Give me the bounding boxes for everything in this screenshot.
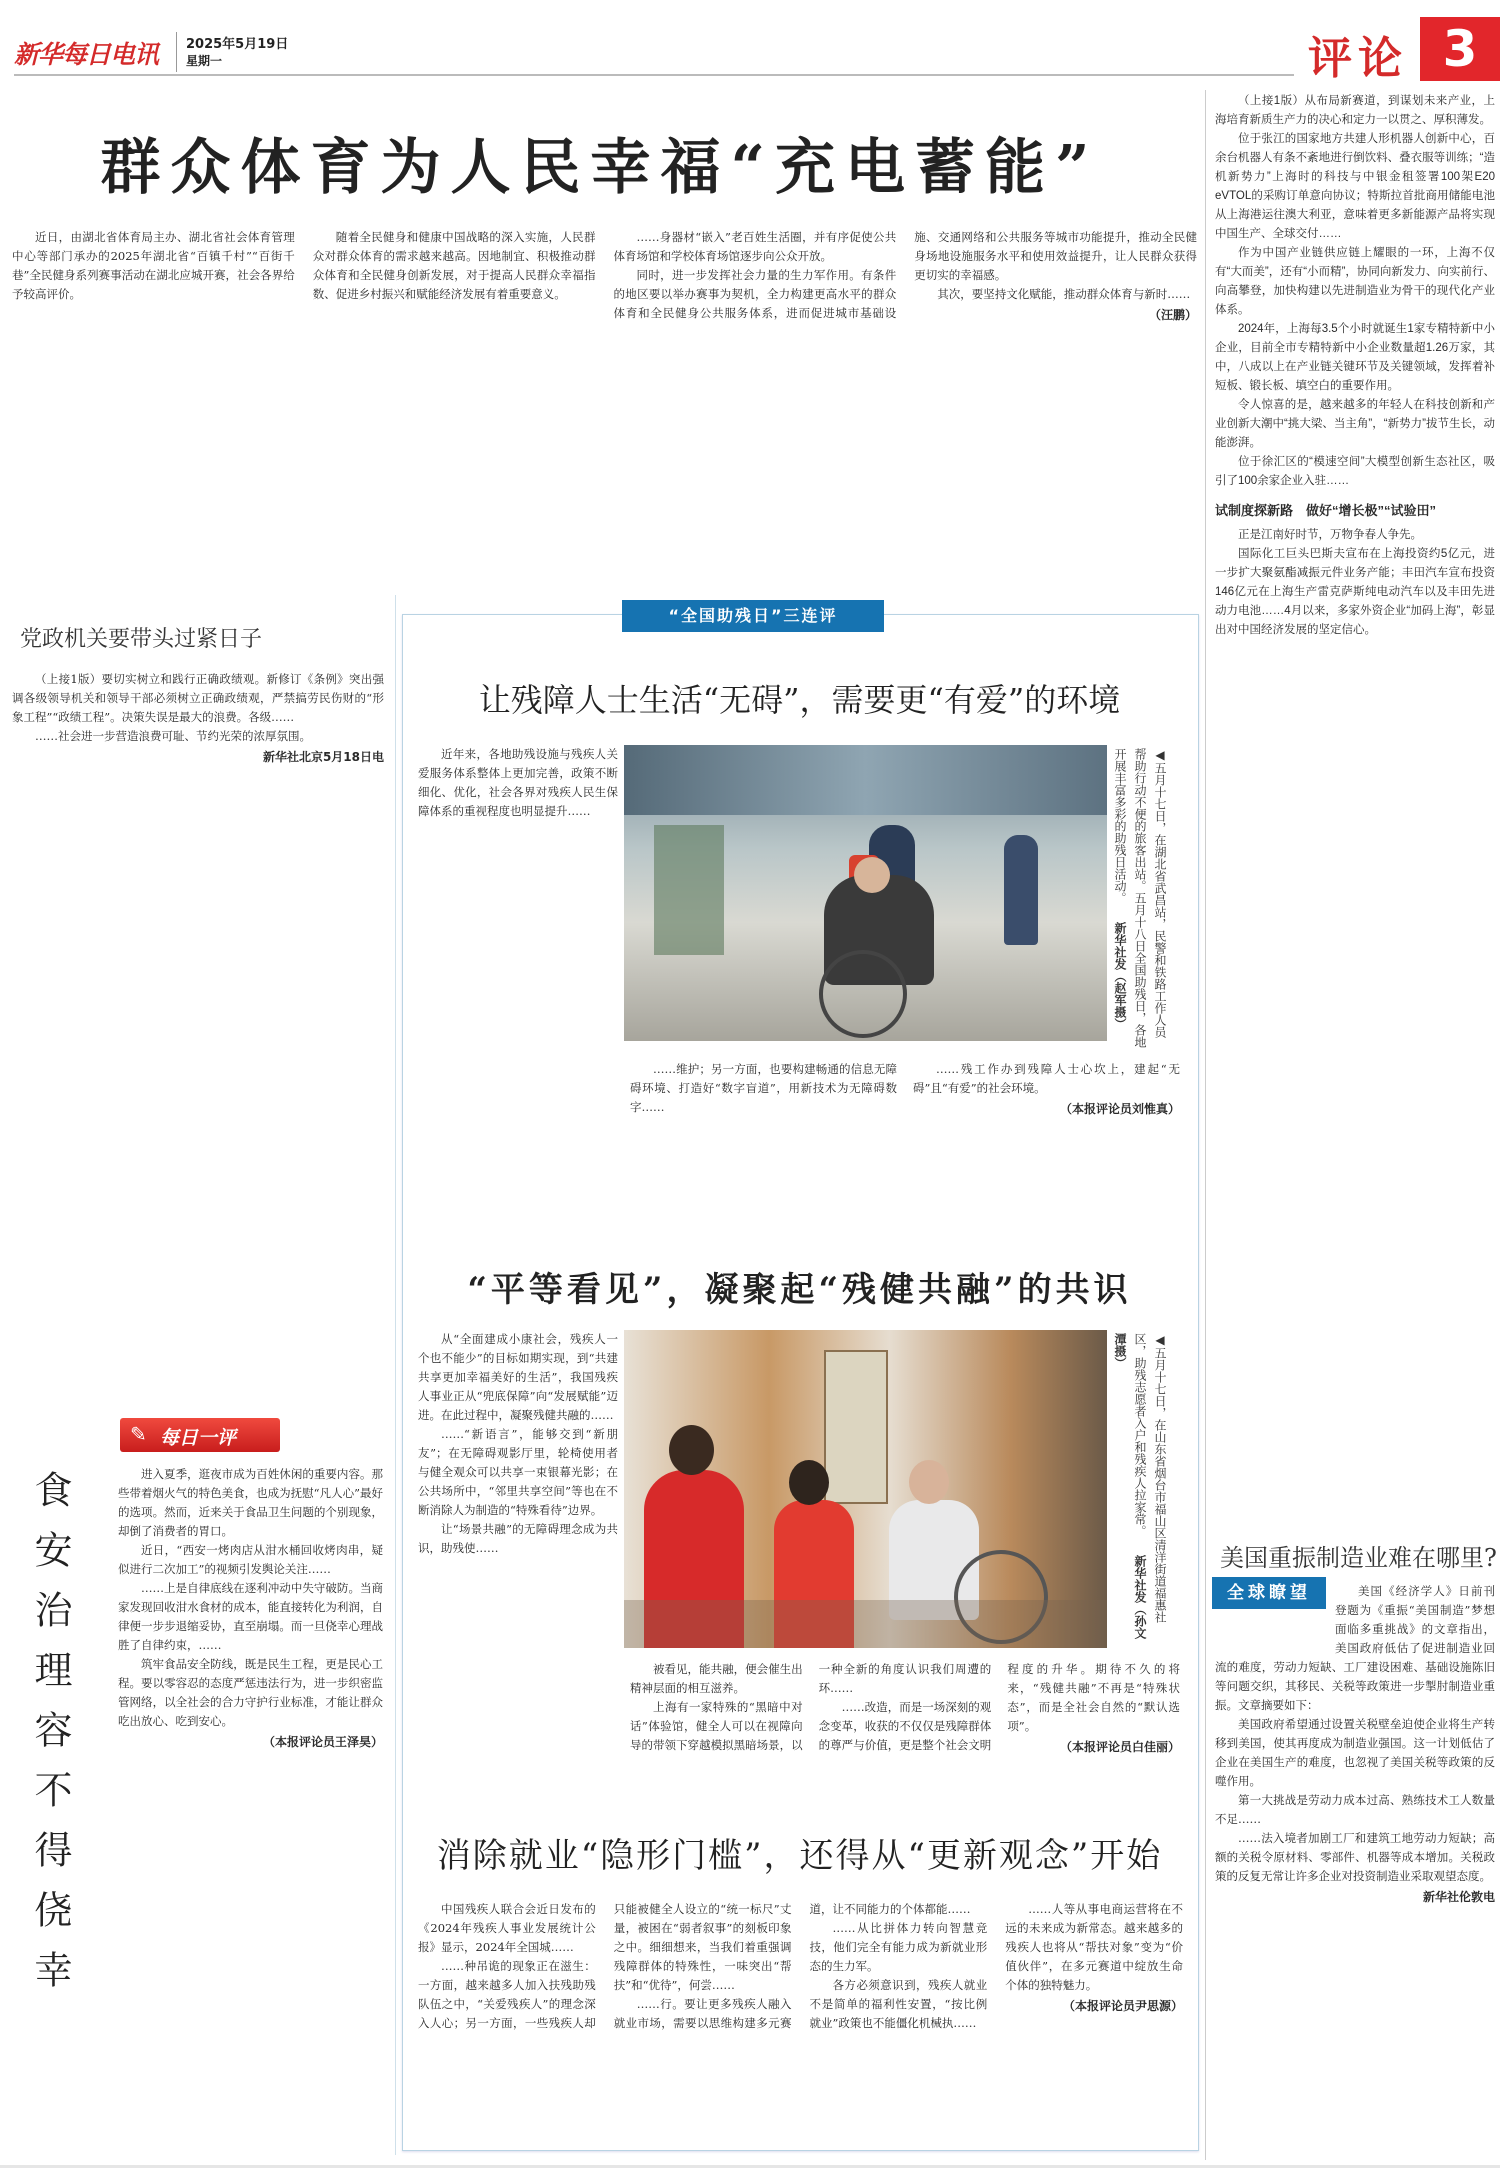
series-article-1-signature: （本报评论员刘惟真）: [1059, 1102, 1180, 1116]
daily-comment-title: 食安治理容不得侥幸: [28, 1470, 72, 2010]
photo-1-caption: [1110, 748, 1170, 1048]
paragraph: 同时，进一步发挥社会力量的生力军作用。有条件的地区要以举办赛事为契机，全力构建更高水平的群众体育和全民健身公共服务体系，进而促进城市基础设施、交通网络和公共服务等城市功能提升，推动全民健身场地设施服务水平和使用效益提升，让人民群众获得更切实的幸福感。: [613, 230, 1197, 320]
paragraph: 第一大挑战是劳动力成本过高、熟练技术工人数量不足……: [1215, 1793, 1495, 1826]
issue-weekday: 星期一: [186, 54, 223, 68]
right-column-divider: [1205, 90, 1206, 2160]
paragraph: 作为中国产业链供应链上耀眼的一环，上海不仅有“大而美”，还有“小而精”，协同向新发力、向实前行、向高攀登，加快构建以先进制造业为骨干的现代化产业体系。: [1215, 247, 1495, 316]
series-tag: “全国助残日”三连评: [622, 600, 884, 632]
paragraph: 被看见，能共融，便会催生出精神层面的相互滋养。: [630, 1662, 803, 1695]
paragraph: 筑牢食品安全防线，既是民生工程，更是民心工程。要以零容忍的态度严惩违法行为，进一步织密监管网络，以全社会的合力守护行业标准，才能让群众吃出放心、吃到安心。: [118, 1657, 383, 1728]
paragraph: 美国《经济学人》日前刊登题为《重振“美国制造”梦想面临多重挑战》的文章指出，美国政府低估了促进制造业回流的难度，劳动力短缺、工厂建设困难、基础设施陈旧等问题交织，其移民、关税等政策进一步掣肘制造业重振。文章摘要如下：: [1215, 1584, 1495, 1712]
paragraph: 上海有一家特殊的“黑暗中对话”体验馆，健全人可以在视障向导的带领下穿越模拟黑暗场景，以一种全新的角度认识我们周遭的环……: [630, 1662, 992, 1752]
paragraph: ……改造，而是一场深刻的观念变革，收获的不仅仅是残障群体的尊严与价值，更是整个社会文明程度的升华。期待不久的将来，“残健共融”不再是“特殊状态”，而是全社会自然的“默认选项”。: [818, 1662, 1180, 1752]
paragraph: 从“全面建成小康社会，残疾人一个也不能少”的目标如期实现，到“共建共享更加幸福美好的生活”，我国残疾人事业正从“兜底保障”向“发展赋能”迈进。在此过程中，凝聚残健共融的……: [418, 1332, 618, 1422]
paragraph: 进入夏季，逛夜市成为百姓休闲的重要内容。那些带着烟火气的特色美食，也成为抚慰“凡人心”最好的选项。然而，近来关于食品卫生问题的个别现象，却倒了消费者的胃口。: [118, 1467, 383, 1538]
series-article-2-lead: [418, 1330, 618, 1800]
paragraph: ……人等从事电商运营将在不远的未来成为新常态。越来越多的残疾人也将从“帮扶对象”变为“价值伙伴”，在多元赛道中绽放生命个体的独特魅力。: [1005, 1902, 1183, 1992]
bottom-rule: [0, 2165, 1500, 2168]
series-article-3-signature: （本报评论员尹思源）: [1062, 1999, 1183, 2013]
left-column-divider: [395, 595, 396, 2155]
paragraph: 让“场景共融”的无障碍理念成为共识，助残使……: [418, 1522, 618, 1555]
series-article-2-signature: （本报评论员白佳丽）: [1059, 1740, 1180, 1754]
issue-date: 2025年5月19日: [186, 37, 289, 52]
paragraph: 近日，“西安一烤肉店从泔水桶回收烤肉串，疑似进行二次加工”的视频引发舆论关注……: [118, 1543, 383, 1576]
paragraph: ……社会进一步营造浪费可耻、节约光荣的浓厚氛围。: [35, 729, 311, 743]
daily-comment-badge: [120, 1418, 280, 1452]
photo-1-credit: 新华社发（赵军摄）: [1113, 921, 1127, 1030]
paragraph: ……身器材“嵌入”老百姓生活圈，并有序促使公共体育场馆和学校体育场馆逐步向公众开放。: [613, 230, 897, 263]
photo-1-caption-text: ◀五月十七日，在湖北省武昌站，民警和铁路工作人员帮助行动不便的旅客出站。五月十八日全国助残日，各地开展丰富多彩的助残日活动。: [1113, 748, 1167, 1048]
newspaper-logo: 新华每日电讯: [14, 40, 159, 69]
daily-comment-body: [118, 1465, 383, 1752]
masthead: [0, 0, 1500, 85]
lead-article-signature: （汪鹏）: [1148, 308, 1197, 322]
paragraph: 美国政府希望通过设置关税壁垒迫使企业将生产转移到美国，使其再度成为制造业强国。这一计划低估了企业在美国生产的难度，也忽视了美国关税等政策的反噬作用。: [1215, 1717, 1495, 1788]
paragraph: 近日，由湖北省体育局主办、湖北省社会体育管理中心等部门承办的2025年湖北省“百镇千村”“百街千巷”全民健身系列赛事活动在湖北应城开赛，社会各界给予较高评价。: [12, 230, 295, 301]
right-column-article: [1215, 92, 1495, 1502]
paragraph: ……种吊诡的现象正在滋生：一方面，越来越多人加入扶残助残队伍之中，“关爱残疾人”的理念深入人心；另一方面，一些残疾人却只能被健全人设立的“统一标尺”丈量，被困在“弱者叙事”的刻板印象之中。细细想来，当我们着重强调残障群体的特殊性，一味突出“帮扶”和“优待”，何尝……: [418, 1902, 792, 2030]
paragraph: ……“新语言”，能够交到“新朋友”；在无障碍观影厅里，轮椅使用者与健全观众可以共享一束银幕光影；在公共场所中，“邻里共享空间”等也在不断消除人为制造的“特殊看待”边界。: [418, 1427, 618, 1517]
paragraph: ……从比拼体力转向智慧竞技，他们完全有能力成为新就业形态的生力军。: [809, 1921, 988, 1973]
world-article-badge: 全球瞭望: [1212, 1577, 1326, 1609]
daily-comment-label: 每日一评: [160, 1427, 237, 1449]
paragraph: 正是江南好时节，万物争春人争先。: [1238, 529, 1422, 541]
series-article-3-body: [418, 1900, 1183, 2140]
page-number-badge: 3: [1420, 17, 1500, 81]
paragraph: 2024年，上海每3.5个小时就诞生1家专精特新中小企业，目前全市专精特新中小企业数量超1.26万家，其中，八成以上在产业链关键环节及关键领域，发挥着补短板、锻长板、填空白的重要作用。: [1215, 323, 1495, 392]
paragraph: 随着全民健身和健康中国战略的深入实施，人民群众对群众体育的需求越来越高。因地制宜、积极推动群众体育和全民健身创新发展，对于提高人民群众幸福指数、促进乡村振兴和赋能经济发展有着重要意义。: [312, 230, 596, 301]
lead-article-body: [12, 228, 1197, 588]
section-name: 评论: [1308, 33, 1408, 84]
paragraph: ……残工作办到残障人士心坎上，建起“无碍”且“有爱”的社会环境。: [913, 1062, 1180, 1095]
lead-headline: 群众体育为人民幸福“充电蓄能”: [100, 133, 1100, 203]
photo-wuchang-station: [624, 745, 1107, 1041]
series-article-2-title: “平等看见”，凝聚起“残健共融”的共识: [467, 1270, 1132, 1310]
paragraph: 近年来，各地助残设施与残疾人关爱服务体系整体上更加完善，政策不断细化、优化，社会各界对残疾人民生保障体系的重视程度也明显提升……: [418, 747, 618, 818]
left-article-title: 党政机关要带头过紧日子: [20, 627, 263, 652]
masthead-divider: [176, 32, 177, 72]
photo-2-caption: [1110, 1333, 1170, 1643]
paragraph: ……法入境者加剧工厂和建筑工地劳动力短缺；高额的关税令原材料、零部件、机器等成本增加。关税政策的反复无常让许多企业对投资制造业采取观望态度。: [1215, 1831, 1495, 1883]
paragraph: 位于徐汇区的“模速空间”大模型创新生态社区，吸引了100余家企业入驻……: [1215, 456, 1495, 487]
photo-fuhui-community: [624, 1330, 1107, 1648]
series-article-1-title: 让残障人士生活“无碍”，需要更“有爱”的环境: [478, 681, 1121, 719]
daily-comment-signature: （本报评论员王泽昊）: [262, 1735, 383, 1749]
paragraph: ……维护；另一方面，也要构建畅通的信息无障碍环境、打造好“数字盲道”，用新技术为无障碍数字……: [630, 1062, 897, 1114]
paragraph: （上接1版）从布局新赛道，到谋划未来产业，上海培育新质生产力的决心和定力一以贯之、厚积薄发。: [1215, 95, 1495, 126]
world-article-body: [1215, 1582, 1495, 1907]
wheelchair-wheel: [819, 950, 907, 1038]
paragraph: ……上是自律底线在逐利冲动中失守破防。当商家发现回收泔水食材的成本，能直接转化为利润，自律便一步步退缩妥协，直至崩塌。而一旦侥幸心理战胜了自律约束，……: [118, 1581, 383, 1652]
series-article-1-lead: [418, 745, 618, 1245]
world-article-signature: 新华社伦敦电: [1422, 1890, 1495, 1904]
paragraph: 位于张江的国家地方共建人形机器人创新中心，百余台机器人有条不紊地进行倒饮料、叠衣服等训练；“造机新势力”上海时的科技与中银金租签署100架E20 eVTOL的采购订单意向协议；特斯拉首批商用储能电池从上海港运往澳大利亚，意味着更多新能源产品将实现中国生产、全球交付……: [1215, 133, 1495, 240]
left-article-body: [12, 670, 384, 767]
series-article-2-continuation: [630, 1660, 1180, 1810]
header-rule: [14, 74, 1294, 76]
left-article-signature: 新华社北京5月18日电: [262, 750, 384, 764]
series-article-3-title: 消除就业“隐形门槛”，还得从“更新观念”开始: [436, 1836, 1163, 1876]
pen-icon: ✎: [130, 1422, 147, 1446]
paragraph: （上接1版）要切实树立和践行正确政绩观。新修订《条例》突出强调各级领导机关和领导干部必须树立正确政绩观，严禁搞劳民伤财的“形象工程”“政绩工程”。决策失误是最大的浪费。各级……: [12, 672, 384, 724]
paragraph: 国际化工巨头巴斯夫宣布在上海投资约5亿元，进一步扩大聚氨酯减振元件业务产能；丰田汽车宣布投资146亿元在上海生产雷克萨斯纯电动汽车以及丰田先进动力电池……4月以来，多家外资企业“加码上海”，彰显出对中国经济发展的坚定信心。: [1215, 548, 1495, 636]
paragraph: 令人惊喜的是，越来越多的年轻人在科技创新和产业创新大潮中“挑大梁、当主角”，“新势力”拔节生长，动能澎湃。: [1215, 399, 1495, 449]
paragraph: 其次，要坚持文化赋能，推动群众体育与新时……: [937, 287, 1191, 301]
paragraph: 各方必须意识到，残疾人就业不是简单的福利性安置，“按比例就业”政策也不能僵化机械执……: [809, 1978, 988, 2030]
paragraph: 中国残疾人联合会近日发布的《2024年残疾人事业发展统计公报》显示，2024年全国城……: [418, 1902, 596, 1954]
paragraph: ……行。要让更多残疾人融入就业市场，需要以思维构建多元赛道，让不同能力的个体都能……: [613, 1902, 971, 2030]
photo-2-credit: 新华社发（孙文潭摄）: [1113, 1333, 1147, 1639]
photo-2-caption-text: ◀五月十七日，在山东省烟台市福山区清洋街道福惠社区，助残志愿者入户和残疾人拉家常。: [1133, 1333, 1167, 1623]
right-column-subheading: 试制度探新路 做好“增长极”“试验田”: [1215, 503, 1437, 518]
series-article-1-continuation: [630, 1060, 1180, 1250]
world-article-title: 美国重振制造业难在哪里?: [1220, 1544, 1497, 1572]
